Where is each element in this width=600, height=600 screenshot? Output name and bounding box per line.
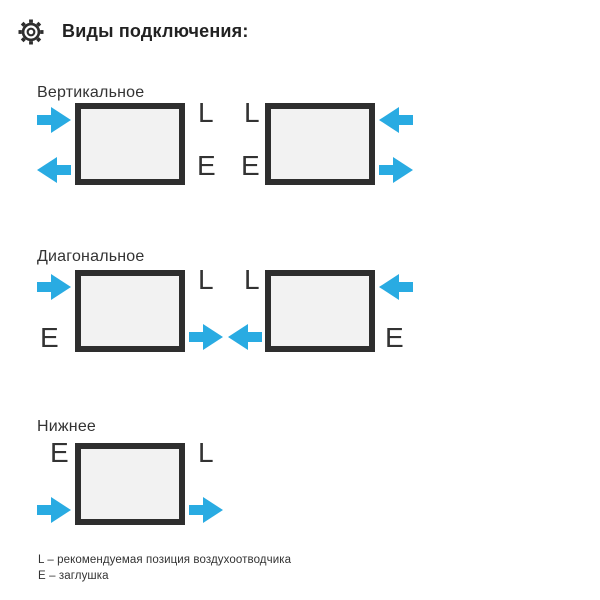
label-plug: E: [385, 322, 404, 353]
arrow-left-icon: [37, 157, 71, 183]
radiator-box-vertical-left: [75, 103, 185, 185]
arrow-right-icon: [37, 497, 71, 523]
radiator-box-diagonal-left: [75, 270, 185, 352]
label-air-vent: L: [198, 97, 214, 128]
arrow-right-icon: [37, 107, 71, 133]
legend-line-air-vent: L – рекомендуемая позиция воздухоотводчика: [38, 554, 292, 566]
section-title-vertical: Вертикальное: [37, 84, 145, 101]
label-air-vent: L: [244, 97, 260, 128]
arrow-right-icon: [37, 274, 71, 300]
gear-icon: [16, 17, 46, 47]
label-plug: E: [50, 437, 69, 468]
section-title-bottom: Нижнее: [37, 418, 97, 435]
legend-line-plug: E – заглушка: [38, 570, 109, 582]
label-air-vent: L: [198, 264, 214, 295]
label-plug: E: [197, 150, 216, 181]
radiator-box-bottom: [75, 443, 185, 525]
label-plug: E: [241, 150, 260, 181]
arrow-left-icon: [228, 324, 262, 350]
arrow-right-icon: [189, 324, 223, 350]
section-title-diagonal: Диагональное: [37, 248, 145, 265]
radiator-box-diagonal-right: [265, 270, 375, 352]
arrow-right-icon: [189, 497, 223, 523]
label-plug: E: [40, 322, 59, 353]
arrow-left-icon: [379, 107, 413, 133]
radiator-box-vertical-right: [265, 103, 375, 185]
page-title: Виды подключения:: [62, 21, 249, 41]
label-air-vent: L: [198, 437, 214, 468]
arrow-left-icon: [379, 274, 413, 300]
label-air-vent: L: [244, 264, 260, 295]
arrow-right-icon: [379, 157, 413, 183]
